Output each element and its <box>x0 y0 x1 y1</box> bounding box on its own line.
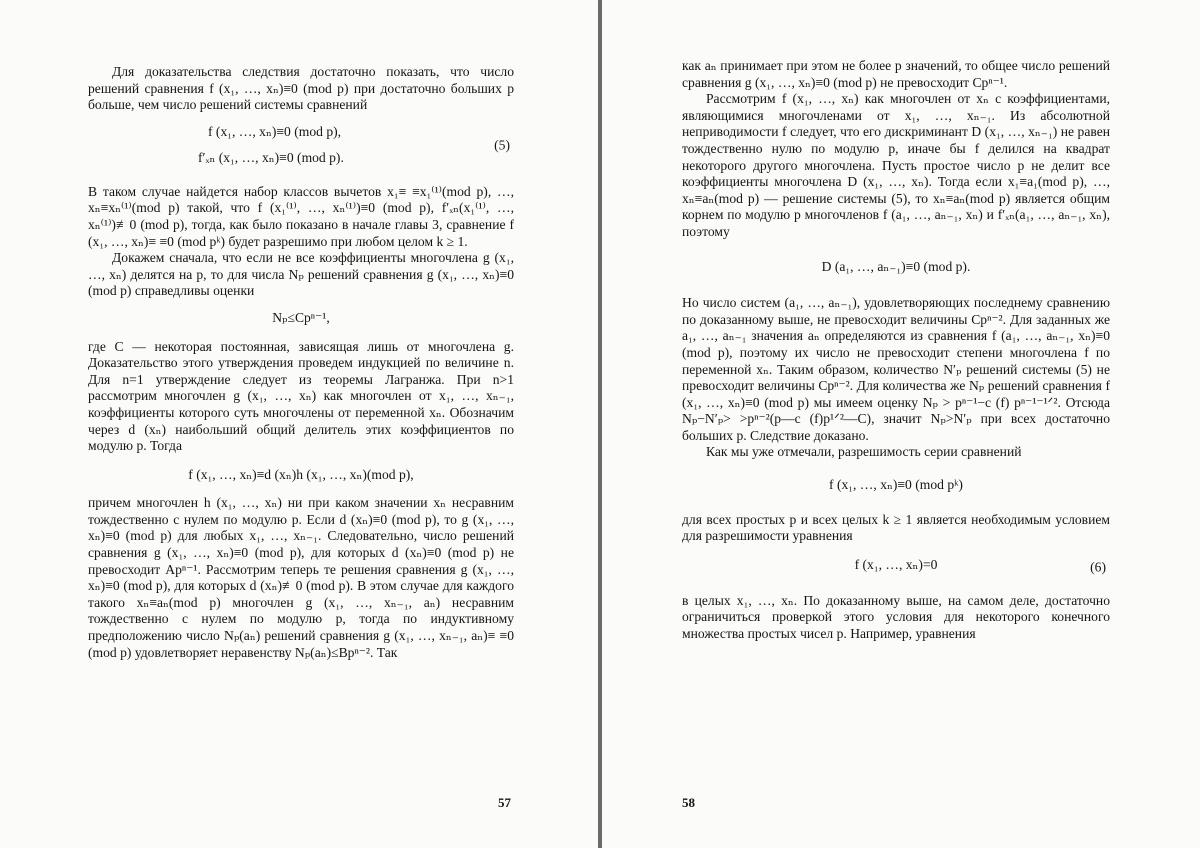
paragraph: для всех простых p и всех целых k ≥ 1 является необходимым условием для разрешимости уравнения <box>682 512 1110 545</box>
formula-system-5 <box>88 120 514 172</box>
right-page <box>602 0 1200 848</box>
formula: Nₚ≤Cpⁿ⁻¹, <box>88 310 514 327</box>
formula: D (a₁, …, aₙ₋₁)≡0 (mod p). <box>682 259 1110 276</box>
paragraph: как aₙ принимает при этом не более p значений, то общее число решений сравнения g (x₁, …, xₙ)≡0 (mod p) не превосходит Cpⁿ⁻¹. <box>682 58 1110 91</box>
paragraph: В таком случае найдется набор классов вычетов x₁≡ ≡x₁⁽¹⁾(mod p), …, xₙ≡xₙ⁽¹⁾(mod p) такой, что f (x₁⁽¹⁾, …, xₙ⁽¹⁾)≡0 (mod p), f′ₓₙ(x₁⁽¹⁾, …, xₙ⁽¹⁾)≢0 (mod p), тогда, как было показано в начале главы 3, сравнение f (x₁, …, xₙ)≡ ≡0 (mod pᵏ) будет разрешимо при любом целом k ≥ 1. <box>88 184 514 250</box>
paragraph: Но число систем (a₁, …, aₙ₋₁), удовлетворяющих последнему сравнению по доказанному выше, не превосходит величины Cpⁿ⁻². Для заданных же a₁, …, aₙ₋₁ значения aₙ определяются из сравнения f (a₁, …, aₙ₋₁, xₙ)≡0 (mod p), поэтому их число не превосходит степени многочлена f по переменной xₙ. Таким образом, количество N′ₚ решений системы (5) не превосходит величины Cpⁿ⁻². Для количества же Nₚ решений сравнения f (x₁, …, xₙ)≡0 (mod p) мы имеем оценку Nₚ > pⁿ⁻¹−c (f) pⁿ⁻¹⁻¹ᐟ². Отсюда Nₚ−N′ₚ> >pⁿ⁻²(p—c (f)p¹ᐟ²—C), значит Nₚ>N′ₚ при всех достаточно больших p. Следствие доказано. <box>682 295 1110 444</box>
page-number: 57 <box>498 795 511 811</box>
formula-line: f (x₁, …, xₙ)=0 <box>855 557 938 572</box>
formula-line: f′ₓₙ (x₁, …, xₙ)≡0 (mod p). <box>198 150 344 167</box>
paragraph: Докажем сначала, что если не все коэффициенты многочлена g (x₁, …, xₙ) делятся на p, то для числа Nₚ решений сравнения g (x₁, …, xₙ)≡0 (mod p) справедливы оценки <box>88 250 514 300</box>
left-page-body <box>88 64 514 661</box>
paragraph: в целых x₁, …, xₙ. По доказанному выше, на самом деле, достаточно ограничиться проверкой этого условия для некоторого конечного множества простых чисел p. Например, уравнения <box>682 593 1110 643</box>
formula-6 <box>682 557 1110 579</box>
paragraph: Рассмотрим f (x₁, …, xₙ) как многочлен от xₙ с коэффициентами, являющимися многочленами от x₁, …, xₙ₋₁. Из абсолютной неприводимости f следует, что его дискриминант D (x₁, …, xₙ₋₁) не равен тождественно нулю по модулю p, иначе бы f делился на квадрат некоторого другого многочлена. Пусть простое число p не делит все коэффициенты многочлена D (x₁, …, xₙ). Тогда если x₁≡a₁(mod p), …, xₙ≡aₙ(mod p) — решение системы (5), то xₙ≡aₙ(mod p) является общим корнем по модулю p многочленов f (a₁, …, aₙ₋₁, xₙ) и f′ₓₙ(a₁, …, aₙ₋₁, xₙ), поэтому <box>682 91 1110 240</box>
equation-number: (5) <box>494 137 510 154</box>
paragraph: Для доказательства следствия достаточно показать, что число решений сравнения f (x₁, …, xₙ)≡0 (mod p) при достаточно больших p больше, чем число решений системы сравнений <box>88 64 514 114</box>
paragraph: причем многочлен h (x₁, …, xₙ) ни при каком значении xₙ несравним тождественно с нулем по модулю p. Если d (xₙ)≡0 (mod p), то g (x₁, …, xₙ)≡0 (mod p) для любых x₁, …, xₙ₋₁. Следовательно, число решений сравнения g (x₁, …, xₙ)≡0 (mod p), для которых d (xₙ)≡0 (mod p) не превосходит Apⁿ⁻¹. Рассмотрим теперь те решения сравнения g (x₁, …, xₙ)≡0 (mod p), для которых d (xₙ)≢0 (mod p). В этом случае для каждого такого xₙ≡aₙ(mod p) многочлен g (x₁, …, xₙ₋₁, aₙ) несравним тождественно с нулем по модулю p, тогда по индуктивному предположению число Nₚ(aₙ) решений сравнения g (x₁, …, xₙ₋₁, aₙ)≡ ≡0 (mod p) удовлетворяет неравенству Nₚ(aₙ)≤Bpⁿ⁻². Так <box>88 495 514 661</box>
equation-number: (6) <box>1090 560 1106 577</box>
paragraph: Как мы уже отмечали, разрешимость серии сравнений <box>682 444 1110 461</box>
formula: f (x₁, …, xₙ)≡d (xₙ)h (x₁, …, xₙ)(mod p), <box>88 467 514 484</box>
paragraph: где C — некоторая постоянная, зависящая лишь от многочлена g. Доказательство этого утверждения проведем индукцией по величине n. Для n=1 утверждение следует из теоремы Лагранжа. При n>1 рассмотрим многочлен g (x₁, …, xₙ) как многочлен от x₁, …, xₙ₋₁, коэффициенты которого суть многочлены от переменной xₙ. Обозначим через d (xₙ) наибольший общий делитель этих коэффициентов по модулю p. Тогда <box>88 339 514 455</box>
right-page-body <box>682 58 1110 643</box>
page-number: 58 <box>682 795 695 811</box>
left-page <box>0 0 598 848</box>
formula-line: f (x₁, …, xₙ)≡0 (mod p), <box>208 124 341 141</box>
formula: f (x₁, …, xₙ)≡0 (mod pᵏ) <box>682 477 1110 494</box>
